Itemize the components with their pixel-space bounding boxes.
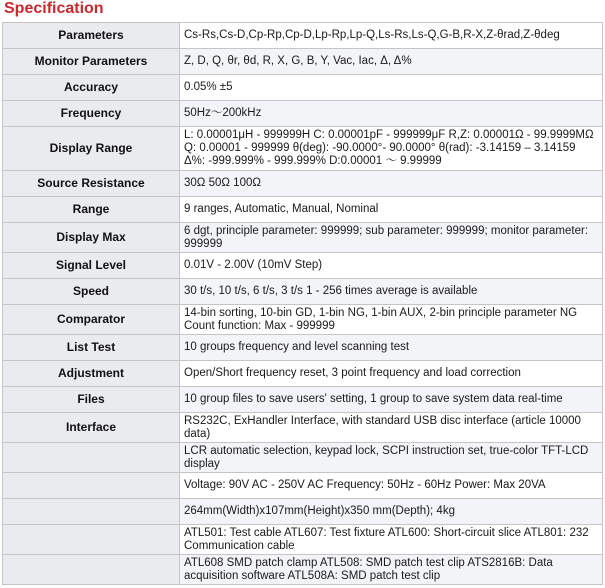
row-value: Open/Short frequency reset, 3 point frequency and load correction (180, 361, 603, 387)
row-label: Comparator (3, 305, 180, 335)
row-value: ATL608 SMD patch clamp ATL508: SMD patch test clip ATS2816B: Data acquisition software ATL508A: SMD patch test clip (180, 555, 603, 585)
row-label (3, 443, 180, 473)
table-row (3, 555, 603, 585)
table-row (3, 279, 603, 305)
table-row (3, 197, 603, 223)
row-value: 10 groups frequency and level scanning test (180, 335, 603, 361)
row-value: Cs-Rs,Cs-D,Cp-Rp,Cp-D,Lp-Rp,Lp-Q,Ls-Rs,Ls-Q,G-B,R-X,Z-θrad,Z-θdeg (180, 23, 603, 49)
table-row (3, 387, 603, 413)
table-row (3, 413, 603, 443)
row-label (3, 525, 180, 555)
row-value: 0.01V - 2.00V (10mV Step) (180, 253, 603, 279)
table-row (3, 75, 603, 101)
specification-table (2, 22, 603, 585)
row-label: List Test (3, 335, 180, 361)
row-label: Display Range (3, 127, 180, 171)
row-value: Z, D, Q, θr, θd, R, X, G, B, Y, Vac, Iac, Δ, Δ% (180, 49, 603, 75)
row-value: L: 0.00001μH - 999999H C: 0.00001pF - 999999μF R,Z: 0.00001Ω - 99.9999MΩ Q: 0.00001 - 999999 θ(deg): -90.0000°- 90.0000° θ(rad): -3.14159 – 3.14159 Δ%: -999.999% - 999.999% D:0.00001 ～ 9.99999 (180, 127, 603, 171)
row-value: 6 dgt, principle parameter: 999999; sub parameter: 999999; monitor parameter: 999999 (180, 223, 603, 253)
row-value: 264mm(Width)x107mm(Height)x350 mm(Depth); 4kg (180, 499, 603, 525)
row-value: Voltage: 90V AC - 250V AC Frequency: 50Hz - 60Hz Power: Max 20VA (180, 473, 603, 499)
row-label: Files (3, 387, 180, 413)
row-value: 50Hz～200kHz (180, 101, 603, 127)
table-row (3, 101, 603, 127)
row-label: Source Resistance (3, 171, 180, 197)
row-label: Frequency (3, 101, 180, 127)
table-row (3, 23, 603, 49)
table-row (3, 127, 603, 171)
row-label: Adjustment (3, 361, 180, 387)
row-value: RS232C, ExHandler Interface, with standard USB disc interface (article 10000 data) (180, 413, 603, 443)
table-row (3, 361, 603, 387)
row-label (3, 555, 180, 585)
table-row (3, 473, 603, 499)
row-label: Signal Level (3, 253, 180, 279)
row-label: Monitor Parameters (3, 49, 180, 75)
row-label: Accuracy (3, 75, 180, 101)
row-value: 0.05% ±5 (180, 75, 603, 101)
row-value: 9 ranges, Automatic, Manual, Nominal (180, 197, 603, 223)
table-row (3, 305, 603, 335)
page-title: Specification (4, 0, 104, 17)
row-value: LCR automatic selection, keypad lock, SCPI instruction set, true-color TFT-LCD display (180, 443, 603, 473)
row-value: ATL501: Test cable ATL607: Test fixture ATL600: Short-circuit slice ATL801: 232 Communication cable (180, 525, 603, 555)
row-value: 30Ω 50Ω 100Ω (180, 171, 603, 197)
row-value: 30 t/s, 10 t/s, 6 t/s, 3 t/s 1 - 256 times average is available (180, 279, 603, 305)
row-value: 14-bin sorting, 10-bin GD, 1-bin NG, 1-bin AUX, 2-bin principle parameter NG Count function: Max - 999999 (180, 305, 603, 335)
row-label: Interface (3, 413, 180, 443)
table-row (3, 223, 603, 253)
row-label (3, 473, 180, 499)
row-label: Parameters (3, 23, 180, 49)
row-value: 10 group files to save users' setting, 1 group to save system data real-time (180, 387, 603, 413)
table-row (3, 499, 603, 525)
row-label: Range (3, 197, 180, 223)
table-row (3, 171, 603, 197)
table-row (3, 335, 603, 361)
row-label: Display Max (3, 223, 180, 253)
row-label (3, 499, 180, 525)
table-row (3, 443, 603, 473)
row-label: Speed (3, 279, 180, 305)
table-row (3, 525, 603, 555)
table-row (3, 253, 603, 279)
table-row (3, 49, 603, 75)
